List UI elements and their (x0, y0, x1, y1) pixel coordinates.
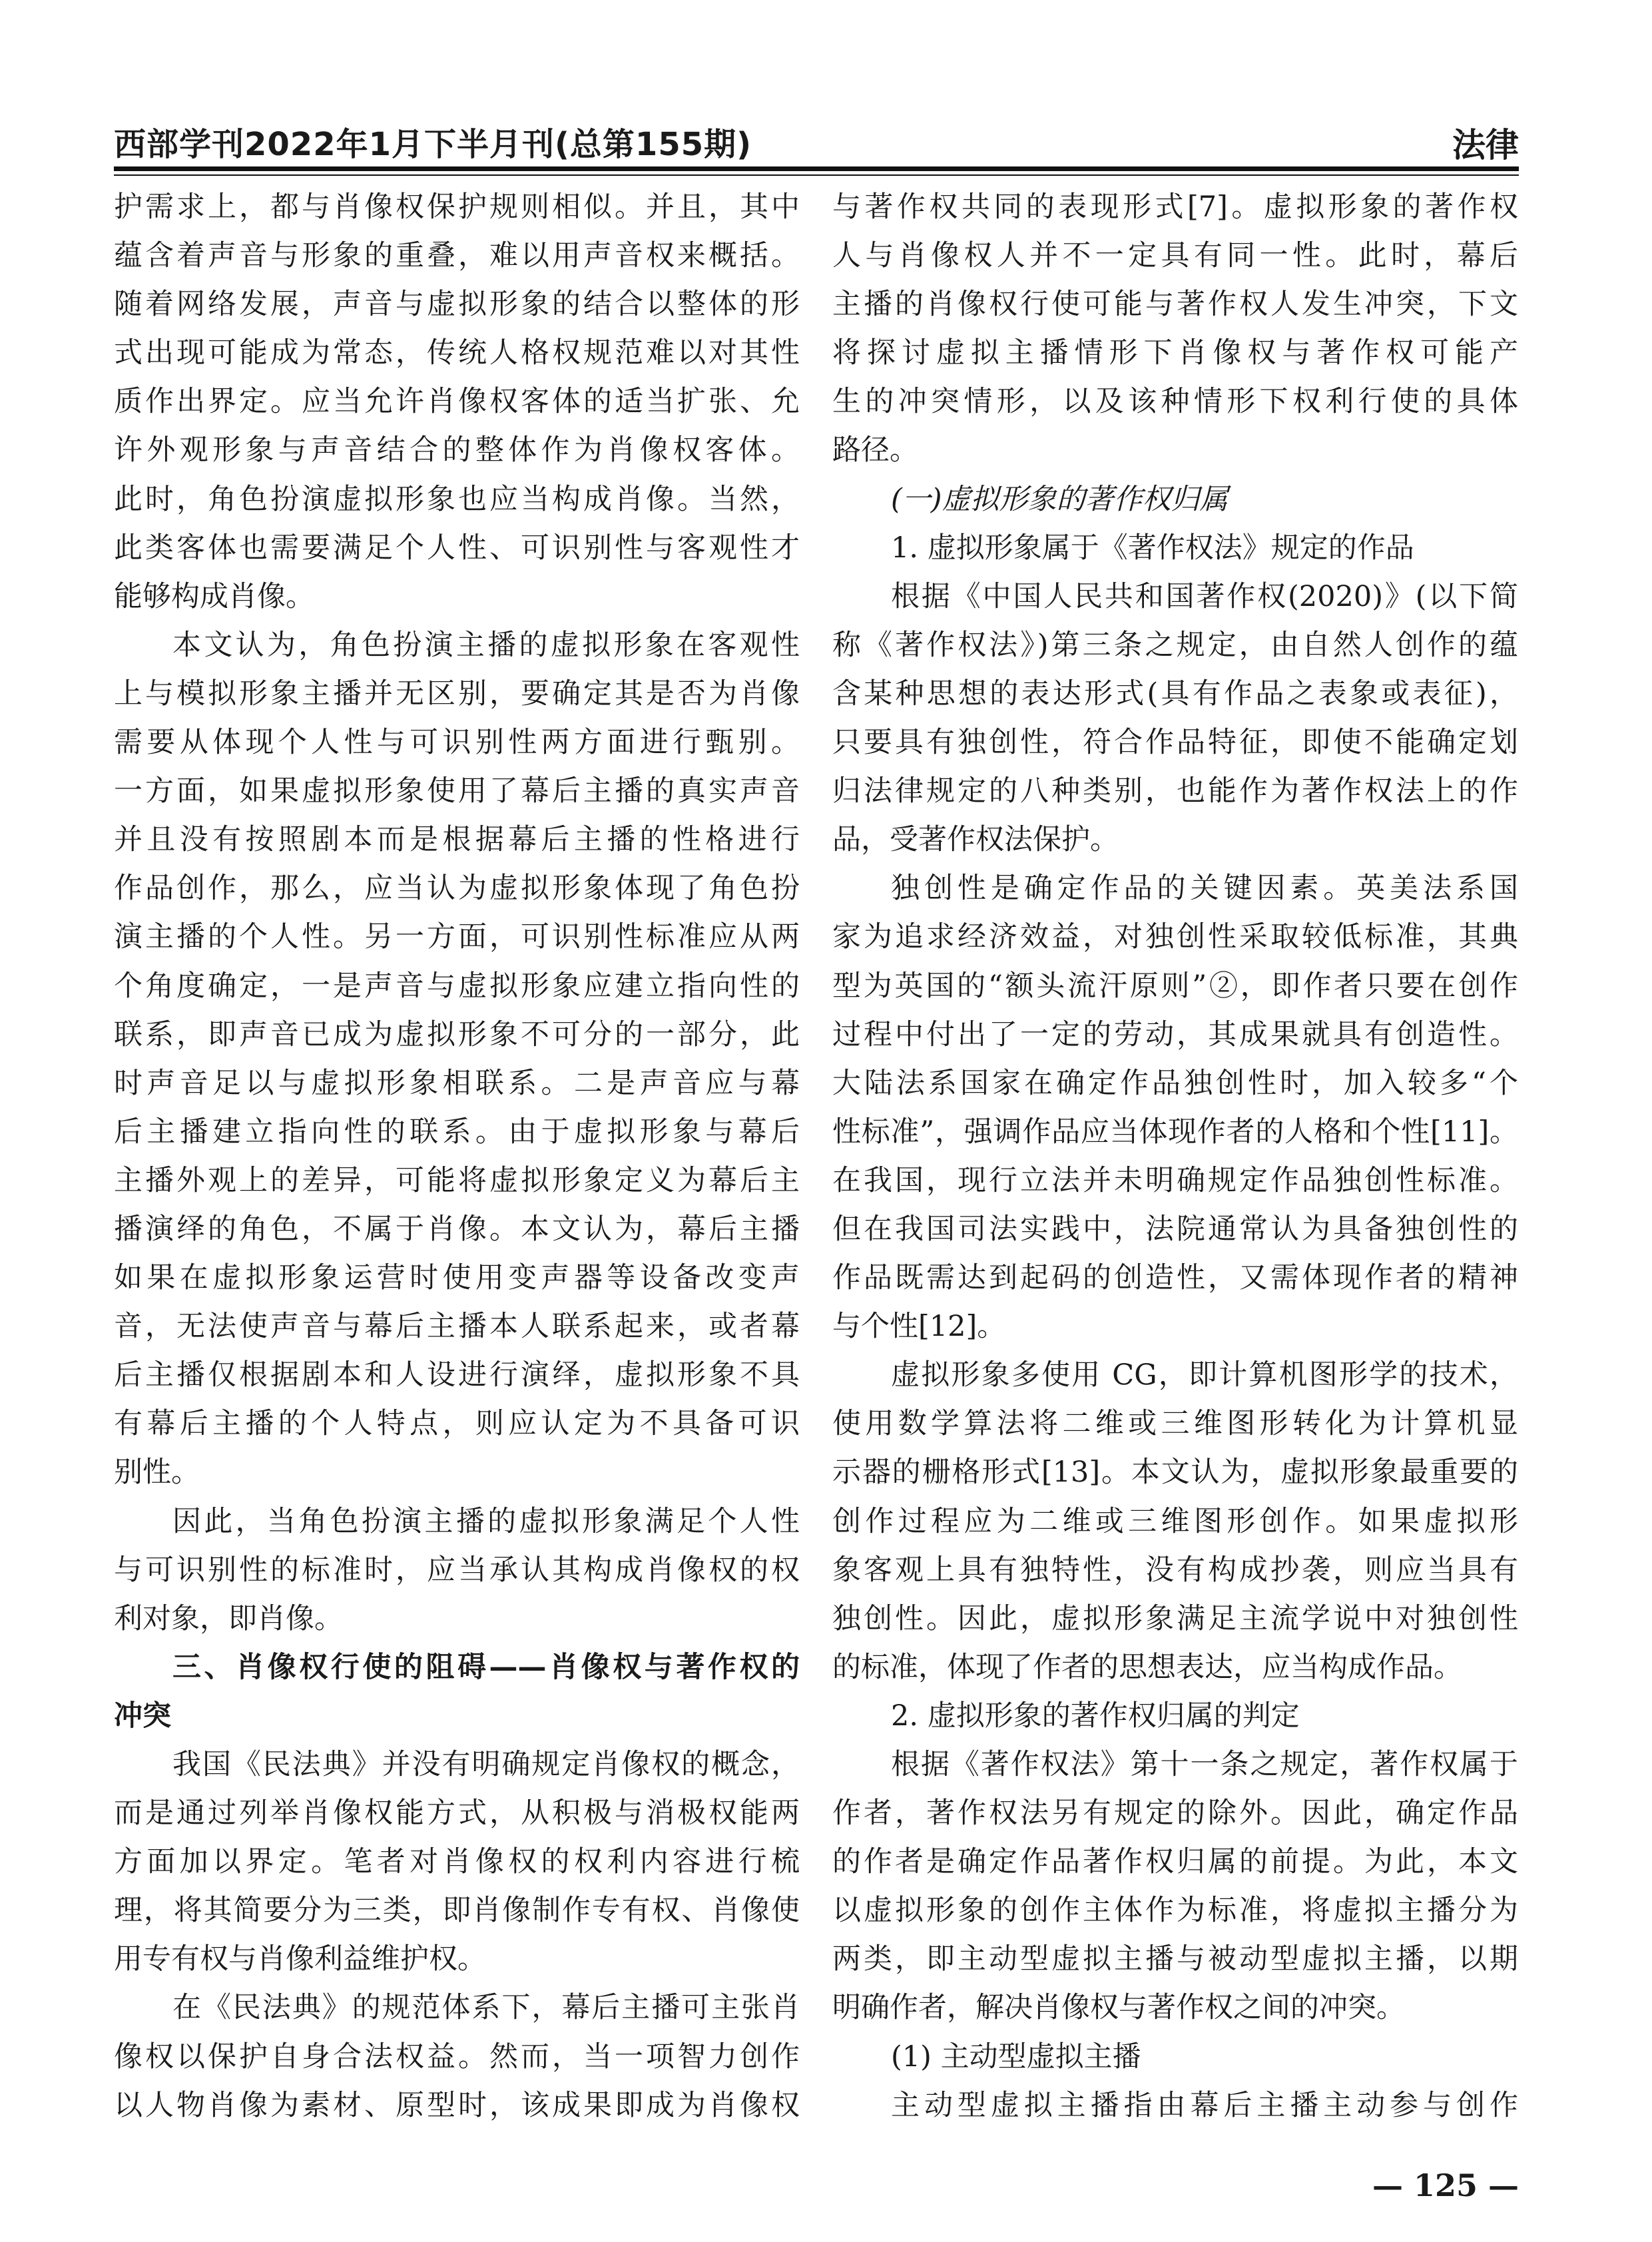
text-line: 以虚拟形象的创作主体作为标准，将虚拟主播分为 (832, 1894, 1518, 1928)
section-heading-cont: 冲突 (114, 1699, 171, 1733)
text-line: 的标准，体现了作者的思想表达，应当构成作品。 (832, 1650, 1462, 1684)
text-line: 独创性。因此，虚拟形象满足主流学说中对独创性 (832, 1601, 1518, 1635)
text-line: 音，无法使声音与幕后主播本人联系起来，或者幕 (114, 1310, 800, 1344)
text-line: 以人物肖像为素材、原型时，该成果即成为肖像权 (114, 2088, 800, 2122)
text-line: 作品既需达到起码的创造性，又需体现作者的精神 (832, 1261, 1518, 1295)
text-line: 方面加以界定。笔者对肖像权的权利内容进行梳 (114, 1845, 800, 1879)
text-line: 性标准”，强调作品应当体现作者的人格和个性[11]。 (832, 1115, 1518, 1149)
text-line: 式出现可能成为常态，传统人格权规范难以对其性 (114, 336, 800, 370)
text-line: 质作出界定。应当允许肖像权客体的适当扩张、允 (114, 385, 800, 419)
text-line: 使用数学算法将二维或三维图形转化为计算机显 (832, 1407, 1518, 1441)
text-line: 护需求上，都与肖像权保护规则相似。并且，其中 (114, 190, 800, 224)
running-header (114, 119, 1519, 165)
section-label: 法律 (1452, 126, 1519, 164)
text-line: 与可识别性的标准时，应当承认其构成肖像权的权 (114, 1553, 800, 1587)
text-line: 别性。 (114, 1456, 200, 1490)
text-line: 含某种思想的表达形式(具有作品之表象或表征)， (832, 677, 1518, 710)
text-line: 只要具有独创性，符合作品特征，即使不能确定划 (832, 726, 1518, 760)
text-line: 作者，著作权法另有规定的除外。因此，确定作品 (832, 1797, 1518, 1830)
header-rule-thick (114, 166, 1519, 171)
text-line: 大陆法系国家在确定作品独创性时，加入较多“个 (832, 1066, 1518, 1100)
paragraph-start: 主动型虚拟主播指由幕后主播主动参与创作 (891, 2088, 1518, 2122)
text-line: 两类，即主动型虚拟主播与被动型虚拟主播，以期 (832, 1942, 1518, 1976)
right-column (832, 183, 1518, 2130)
text-line: 过程中付出了一定的劳动，其成果就具有创造性。 (832, 1017, 1518, 1051)
paragraph-start: 独创性是确定作品的关键因素。英美法系国 (891, 872, 1518, 906)
text-line: 与个性[12]。 (832, 1310, 1006, 1344)
text-line: 许外观形象与声音结合的整体作为肖像权客体。 (114, 433, 800, 467)
text-line: 的作者是确定作品著作权归属的前提。为此，本文 (832, 1845, 1518, 1879)
text-line: 有幕后主播的个人特点，则应认定为不具备可识 (114, 1407, 800, 1441)
text-line: 上与模拟形象主播并无区别，要确定其是否为肖像 (114, 677, 800, 710)
text-line: 此类客体也需要满足个人性、可识别性与客观性才 (114, 531, 800, 565)
text-line: 播演绎的角色，不属于肖像。本文认为，幕后主播 (114, 1212, 800, 1246)
journal-title: 西部学刊2022年1月下半月刊(总第155期) (114, 126, 752, 163)
text-line: 人与肖像权人并不一定具有同一性。此时，幕后 (832, 239, 1518, 273)
text-line: 需要从体现个人性与可识别性两方面进行甄别。 (114, 726, 800, 760)
paragraph-start: 我国《民法典》并没有明确规定肖像权的概念， (172, 1748, 800, 1781)
subsection-heading: (1) 主动型虚拟主播 (891, 2040, 1141, 2074)
subsection-heading: 2. 虚拟形象的著作权归属的判定 (891, 1699, 1300, 1733)
text-line: 用专有权与肖像利益维护权。 (114, 1942, 486, 1976)
text-line: 将探讨虚拟主播情形下肖像权与著作权可能产 (832, 336, 1518, 370)
text-line: 与著作权共同的表现形式[7]。虚拟形象的著作权 (832, 190, 1518, 224)
text-line: 后主播建立指向性的联系。由于虚拟形象与幕后 (114, 1115, 800, 1149)
text-line: 利对象，即肖像。 (114, 1601, 343, 1635)
text-line: 一方面，如果虚拟形象使用了幕后主播的真实声音 (114, 774, 800, 808)
text-line: 能够构成肖像。 (114, 579, 314, 613)
section-heading: 三、肖像权行使的阻碍——肖像权与著作权的 (172, 1650, 800, 1684)
text-line: 主播外观上的差异，可能将虚拟形象定义为幕后主 (114, 1163, 800, 1197)
paragraph-start: 本文认为，角色扮演主播的虚拟形象在客观性 (172, 628, 800, 662)
text-line: 并且没有按照剧本而是根据幕后主播的性格进行 (114, 823, 800, 857)
text-line: 品，受著作权法保护。 (832, 823, 1119, 857)
text-line: 主播的肖像权行使可能与著作权人发生冲突，下文 (832, 288, 1518, 322)
paragraph-start: 因此，当角色扮演主播的虚拟形象满足个人性 (172, 1504, 800, 1538)
text-line: 像权以保护自身合法权益。然而，当一项智力创作 (114, 2040, 800, 2074)
text-line: 如果在虚拟形象运营时使用变声器等设备改变声 (114, 1261, 800, 1295)
paragraph-start: 在《民法典》的规范体系下，幕后主播可主张肖 (172, 1991, 800, 2025)
text-line: 明确作者，解决肖像权与著作权之间的冲突。 (832, 1991, 1405, 2025)
text-line: 家为追求经济效益，对独创性采取较低标准，其典 (832, 920, 1518, 954)
text-line: 时声音足以与虚拟形象相联系。二是声音应与幕 (114, 1066, 800, 1100)
text-line: 示器的栅格形式[13]。本文认为，虚拟形象最重要的 (832, 1456, 1518, 1490)
subsection-heading: 1. 虚拟形象属于《著作权法》规定的作品 (891, 531, 1414, 565)
text-line: 此时，角色扮演虚拟形象也应当构成肖像。当然， (114, 482, 800, 516)
text-line: 个角度确定，一是声音与虚拟形象应建立指向性的 (114, 969, 800, 1003)
page-number: — 125 — (1372, 2167, 1519, 2203)
text-line: 生的冲突情形，以及该种情形下权利行使的具体 (832, 385, 1518, 419)
text-line: 而是通过列举肖像权能方式，从积极与消极权能两 (114, 1797, 800, 1830)
text-line: 型为英国的“额头流汗原则”②，即作者只要在创作 (832, 969, 1518, 1003)
text-line: 但在我国司法实践中，法院通常认为具备独创性的 (832, 1212, 1518, 1246)
paragraph-start: 根据《中国人民共和国著作权(2020)》(以下简 (891, 579, 1518, 613)
text-line: 称《著作权法》)第三条之规定，由自然人创作的蕴 (832, 628, 1518, 662)
paragraph-start: 根据《著作权法》第十一条之规定，著作权属于 (891, 1748, 1518, 1781)
text-line: 演主播的个人性。另一方面，可识别性标准应从两 (114, 920, 800, 954)
text-line: 随着网络发展，声音与虚拟形象的结合以整体的形 (114, 288, 800, 322)
text-line: 作品创作，那么，应当认为虚拟形象体现了角色扮 (114, 872, 800, 906)
text-line: 在我国，现行立法并未明确规定作品独创性标准。 (832, 1163, 1518, 1197)
left-column (114, 183, 800, 2130)
text-line: 后主播仅根据剧本和人设进行演绎，虚拟形象不具 (114, 1358, 800, 1392)
text-line: 路径。 (832, 433, 918, 467)
text-line: 象客观上具有独特性，没有构成抄袭，则应当具有 (832, 1553, 1518, 1587)
text-line: 蕴含着声音与形象的重叠，难以用声音权来概括。 (114, 239, 800, 273)
text-line: 创作过程应为二维或三维图形创作。如果虚拟形 (832, 1504, 1518, 1538)
subsection-heading: (一)虚拟形象的著作权归属 (891, 482, 1229, 516)
text-line: 联系，即声音已成为虚拟形象不可分的一部分，此 (114, 1017, 800, 1051)
text-line: 归法律规定的八种类别，也能作为著作权法上的作 (832, 774, 1518, 808)
text-line: 理，将其简要分为三类，即肖像制作专有权、肖像使 (114, 1894, 800, 1928)
header-rule-thin (114, 174, 1519, 176)
paragraph-start: 虚拟形象多使用 CG，即计算机图形学的技术， (891, 1358, 1518, 1392)
